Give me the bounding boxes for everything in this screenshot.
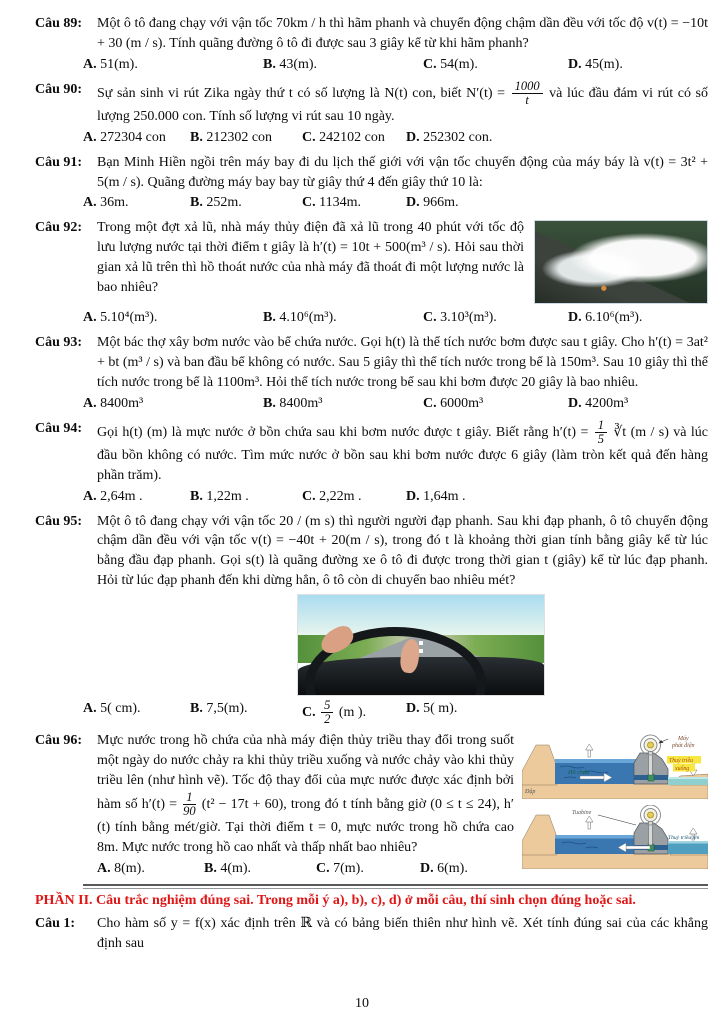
option-key: A. xyxy=(83,395,97,411)
option-b xyxy=(190,487,302,507)
label-turbine: Tuabine xyxy=(572,810,592,817)
option-key: C. xyxy=(302,704,316,720)
option-key: A. xyxy=(83,129,97,145)
option-text: 43(m). xyxy=(279,56,318,72)
tidal-power-diagram xyxy=(522,733,708,869)
page-number: 10 xyxy=(355,996,369,1012)
option-b xyxy=(204,859,316,879)
option-key: A. xyxy=(97,860,111,876)
label-dam: Đập xyxy=(525,789,536,796)
option-key: C. xyxy=(423,56,437,72)
car-driving-photo xyxy=(297,594,545,696)
option-d xyxy=(406,193,708,213)
fraction xyxy=(512,80,543,107)
label-reservoir: Hồ chứa xyxy=(568,769,590,777)
option-text: 252302 con. xyxy=(423,129,493,145)
option-d xyxy=(420,859,514,879)
question-92-options xyxy=(83,308,708,328)
label-tide-down-line2: xuống xyxy=(675,766,690,773)
option-key: A. xyxy=(83,56,97,72)
option-key: D. xyxy=(406,701,420,716)
option-key: A. xyxy=(83,701,97,716)
dam-flood-discharge-photo xyxy=(534,220,708,304)
option-c xyxy=(423,55,568,75)
question-89-body: Một ô tô đang chạy với vận tốc 70km / h thì hãm phanh và chuyển động chậm dần đều với tốc độ v(t) = −10t + 30 (m / s). Tính quãng đường ô tô đi được sau 3 giây kể từ khi hãm phanh? xyxy=(97,16,708,51)
question-95 xyxy=(35,512,708,727)
option-key: B. xyxy=(190,488,203,504)
option-key: A. xyxy=(83,488,97,504)
option-a xyxy=(83,128,190,148)
option-key: C. xyxy=(302,129,316,145)
option-key: D. xyxy=(406,488,420,504)
fraction-numerator: 5 xyxy=(321,699,333,713)
question-91 xyxy=(35,153,708,214)
fraction-numerator: 1000 xyxy=(512,80,543,94)
question-94-label: Câu 94: xyxy=(35,420,83,436)
option-text: 8400m³ xyxy=(279,395,323,411)
part2-question-1-body: Cho hàm số y = f(x) xác định trên ℝ và có bảng biến thiên như hình vẽ. Xét tính đúng sai của các khẳng định sau xyxy=(97,915,708,951)
tidal-diagram-tide-up xyxy=(522,805,708,869)
question-91-label: Câu 91: xyxy=(35,154,83,170)
option-a xyxy=(83,193,190,213)
question-91-body: Bạn Minh Hiền ngồi trên máy bay đi du lịch thế giới với vận tốc chuyển động của máy báy là v(t) = 3t² + 5(m / s). Quãng đường máy bay bay từ giây thứ 4 đến giây thứ 10 là: xyxy=(97,154,708,190)
question-91-options xyxy=(83,193,708,213)
option-b xyxy=(263,308,423,328)
part2-question-1-label: Câu 1: xyxy=(35,915,76,931)
option-text: 8(m). xyxy=(114,860,145,876)
question-92 xyxy=(35,218,708,328)
option-text: 4(m). xyxy=(220,860,252,876)
option-a xyxy=(83,308,263,328)
option-c xyxy=(423,308,568,328)
question-92-body: Trong một đợt xả lũ, nhà máy thủy điện đã xả lũ trong 40 phút với tốc độ lưu lượng nước tại thời điểm t giây là h′(t) = 10t + 500(m³ / s). Hỏi sau thời gian xả lũ trên thì hồ thoát nước của nhà máy đã thoát đi một lượng nước là bao nhiêu? xyxy=(97,220,524,295)
option-d xyxy=(568,394,708,414)
question-92-content xyxy=(83,218,708,328)
option-key: B. xyxy=(263,310,276,326)
option-a xyxy=(83,699,190,726)
fraction-denominator: 2 xyxy=(324,712,331,727)
question-90-content xyxy=(83,78,708,148)
option-key: B. xyxy=(204,860,217,876)
option-text: 212302 con xyxy=(206,129,273,145)
question-94-options xyxy=(83,487,708,507)
option-c xyxy=(302,193,406,213)
option-b xyxy=(263,55,423,75)
option-text: 6(m). xyxy=(437,860,468,876)
option-text: 54(m). xyxy=(440,56,478,72)
option-c xyxy=(302,128,406,148)
question-94-content xyxy=(83,417,708,507)
option-a xyxy=(83,55,263,75)
option-text: 51(m). xyxy=(100,56,138,72)
option-d xyxy=(406,699,708,726)
question-90-label: Câu 90: xyxy=(35,81,83,97)
option-a xyxy=(83,487,190,507)
option-d xyxy=(406,128,708,148)
fraction-denominator: t xyxy=(525,92,529,107)
option-c xyxy=(302,487,406,507)
question-96-content xyxy=(97,731,708,879)
option-key: C. xyxy=(302,488,316,504)
option-key: B. xyxy=(190,129,203,145)
question-95-body: Một ô tô đang chạy với vận tốc 20 / (m s) thì người người đạp phanh. Sau khi đạp phanh, ô tô chuyển động chậm dần đều với vận tốc v(t) = −40t + 20(m / s), trong đó t là khoảng thời gian tính bằng giây kể từ lúc bằng đầu đạp phanh. Gọi s(t) là quãng đường xe ô tô đi được trong thời gian t (giây) kể từ lúc đạp phanh. Hỏi từ lúc đạp phanh đến khi dừng hẳn, ô tô còn di chuyển bao nhiêu mét? xyxy=(97,513,708,589)
option-text: 36m. xyxy=(100,195,129,211)
question-94-body-2: ∛t (m / s) và lúc đầu bồn không có nước. Tìm mức nước ở bồn sau khi bơm nước được 6 giây (làm tròn kết quả đến hàng phần trăm). xyxy=(97,424,708,483)
option-a xyxy=(83,394,263,414)
question-90 xyxy=(35,80,708,148)
fraction-denominator: 5 xyxy=(597,431,604,446)
option-text: 7(m). xyxy=(333,860,364,876)
option-text: 252m. xyxy=(206,195,242,211)
question-95-content xyxy=(83,512,708,727)
label-tide-up: Thuỷ triều lên xyxy=(668,835,700,842)
option-b xyxy=(190,128,302,148)
option-key: A. xyxy=(83,310,97,326)
question-96-body-2: (t² − 17t + 60), trong đó t tính bằng giờ (0 ≤ t ≤ 24), h′(t) tính bằng mét/giờ. Tại thời điểm t = 0, mực nước trong hồ chứa cao 8m. Mực nước trong hồ cao nhất và thấp nhất bao nhiêu? xyxy=(97,796,514,855)
option-text: 5( m). xyxy=(423,701,458,716)
option-text: 7,5(m). xyxy=(206,701,248,716)
option-a xyxy=(97,859,204,879)
question-96-options xyxy=(97,859,514,879)
option-d xyxy=(568,55,708,75)
option-c xyxy=(423,394,568,414)
option-key: B. xyxy=(190,701,203,716)
option-text: 1,64m . xyxy=(423,488,466,504)
option-key: D. xyxy=(420,860,434,876)
option-key: D. xyxy=(406,195,420,211)
option-text: 2,64m . xyxy=(100,488,143,504)
option-key: C. xyxy=(423,310,437,326)
option-key: D. xyxy=(568,395,582,411)
option-key: C. xyxy=(316,860,330,876)
question-89 xyxy=(35,14,708,75)
question-94-body-1: Gọi h(t) (m) là mực nước ở bồn chứa sau khi bơm nước được t giây. Biết rằng h′(t) = xyxy=(97,424,593,440)
label-generator-line2: phát điện xyxy=(672,743,695,750)
question-93-content xyxy=(83,333,708,414)
option-b xyxy=(190,699,302,726)
part2-question-1-content xyxy=(97,914,708,954)
option-key: B. xyxy=(263,395,276,411)
fraction-numerator: 1 xyxy=(595,419,607,433)
question-96 xyxy=(35,731,708,879)
option-text: 4.10⁶(m³). xyxy=(279,310,337,326)
option-text: 242102 con xyxy=(319,129,385,145)
tidal-diagram-tide-down xyxy=(522,733,708,799)
option-text: 2,22m . xyxy=(319,488,362,504)
option-text: 4200m³ xyxy=(585,395,629,411)
option-text: 5.10⁴(m³). xyxy=(100,310,158,326)
label-tide-down-line1: Thuỷ triều xyxy=(669,758,693,765)
section-divider xyxy=(83,884,708,889)
option-text: 1,22m . xyxy=(206,488,249,504)
question-91-content xyxy=(83,153,708,214)
option-text: 6.10⁶(m³). xyxy=(585,310,643,326)
option-text: 966m. xyxy=(423,195,459,211)
fraction xyxy=(595,419,607,446)
option-text: 6000m³ xyxy=(440,395,484,411)
option-text: 3.10³(m³). xyxy=(440,310,497,326)
option-text: 1134m. xyxy=(319,195,361,211)
option-b xyxy=(190,193,302,213)
option-key: A. xyxy=(83,195,97,211)
question-89-options xyxy=(83,55,708,75)
question-89-label: Câu 89: xyxy=(35,16,83,31)
option-text: (m ). xyxy=(338,704,367,720)
question-93-body: Một bác thợ xây bơm nước vào bể chứa nước. Gọi h(t) là thể tích nước bơm được sau t giây. Cho h′(t) = 3at² + bt (m³ / s) và ban đầu bể không có nước. Sau 5 giây thì thể tích nước trong bể là 150m³. Sau 10 giây thì thể tích nước trong bể là 1100m³. Hỏi thể tích nước trong bể sau khi bơm được 20 giây là bao nhiêu. xyxy=(97,335,708,390)
option-d xyxy=(568,308,708,328)
option-key: C. xyxy=(302,195,316,211)
question-95-options xyxy=(83,699,708,726)
question-90-body-1: Sự sản sinh vi rút Zika ngày thứ t có số lượng là N(t) con, biết N′(t) = xyxy=(97,85,510,101)
fraction-denominator: 90 xyxy=(183,804,196,818)
option-d xyxy=(406,487,708,507)
fraction xyxy=(321,699,333,726)
option-text: 5( cm). xyxy=(100,701,141,716)
option-c xyxy=(302,699,406,726)
option-key: D. xyxy=(568,56,582,72)
option-key: B. xyxy=(263,56,276,72)
question-95-label: Câu 95: xyxy=(35,513,83,529)
option-text: 45(m). xyxy=(585,56,623,72)
part2-question-1 xyxy=(35,914,708,954)
fraction xyxy=(183,791,196,818)
question-94 xyxy=(35,419,708,507)
question-90-options xyxy=(83,128,708,148)
question-93-options xyxy=(83,394,708,414)
option-key: D. xyxy=(406,129,420,145)
label-generator-line1: Máy xyxy=(678,736,689,743)
option-b xyxy=(263,394,423,414)
option-c xyxy=(316,859,420,879)
question-92-label: Câu 92: xyxy=(35,220,83,236)
question-96-label: Câu 96: xyxy=(35,733,83,749)
option-key: C. xyxy=(423,395,437,411)
fraction-numerator: 1 xyxy=(183,791,196,805)
question-90-body-2: và lúc đầu đám vi rút có số lượng 250.000 con. Tính số lượng vi rút sau 10 ngày. xyxy=(97,85,708,124)
question-89-content xyxy=(83,14,708,75)
option-key: B. xyxy=(190,195,203,211)
option-text: 272304 con xyxy=(100,129,166,145)
part2-heading: PHẦN II. Câu trắc nghiệm đúng sai. Trong mỗi ý a), b), c), d) ở mỗi câu, thí sinh chọn đúng hoặc sai. xyxy=(35,892,636,908)
option-text: 8400m³ xyxy=(100,395,144,411)
question-93 xyxy=(35,333,708,414)
question-93-label: Câu 93: xyxy=(35,335,83,351)
question-96-body-1: Mực nước trong hồ chứa của nhà máy điện thủy triều thay đổi trong suốt một ngày do nước chảy ra khi thủy triều xuống và nước chảy vào khi thủy triều lên (như hình vẽ). Tốc độ thay đổi của mực nước được xác định bởi hàm số h′(t) = xyxy=(97,733,514,812)
option-key: D. xyxy=(568,310,582,326)
